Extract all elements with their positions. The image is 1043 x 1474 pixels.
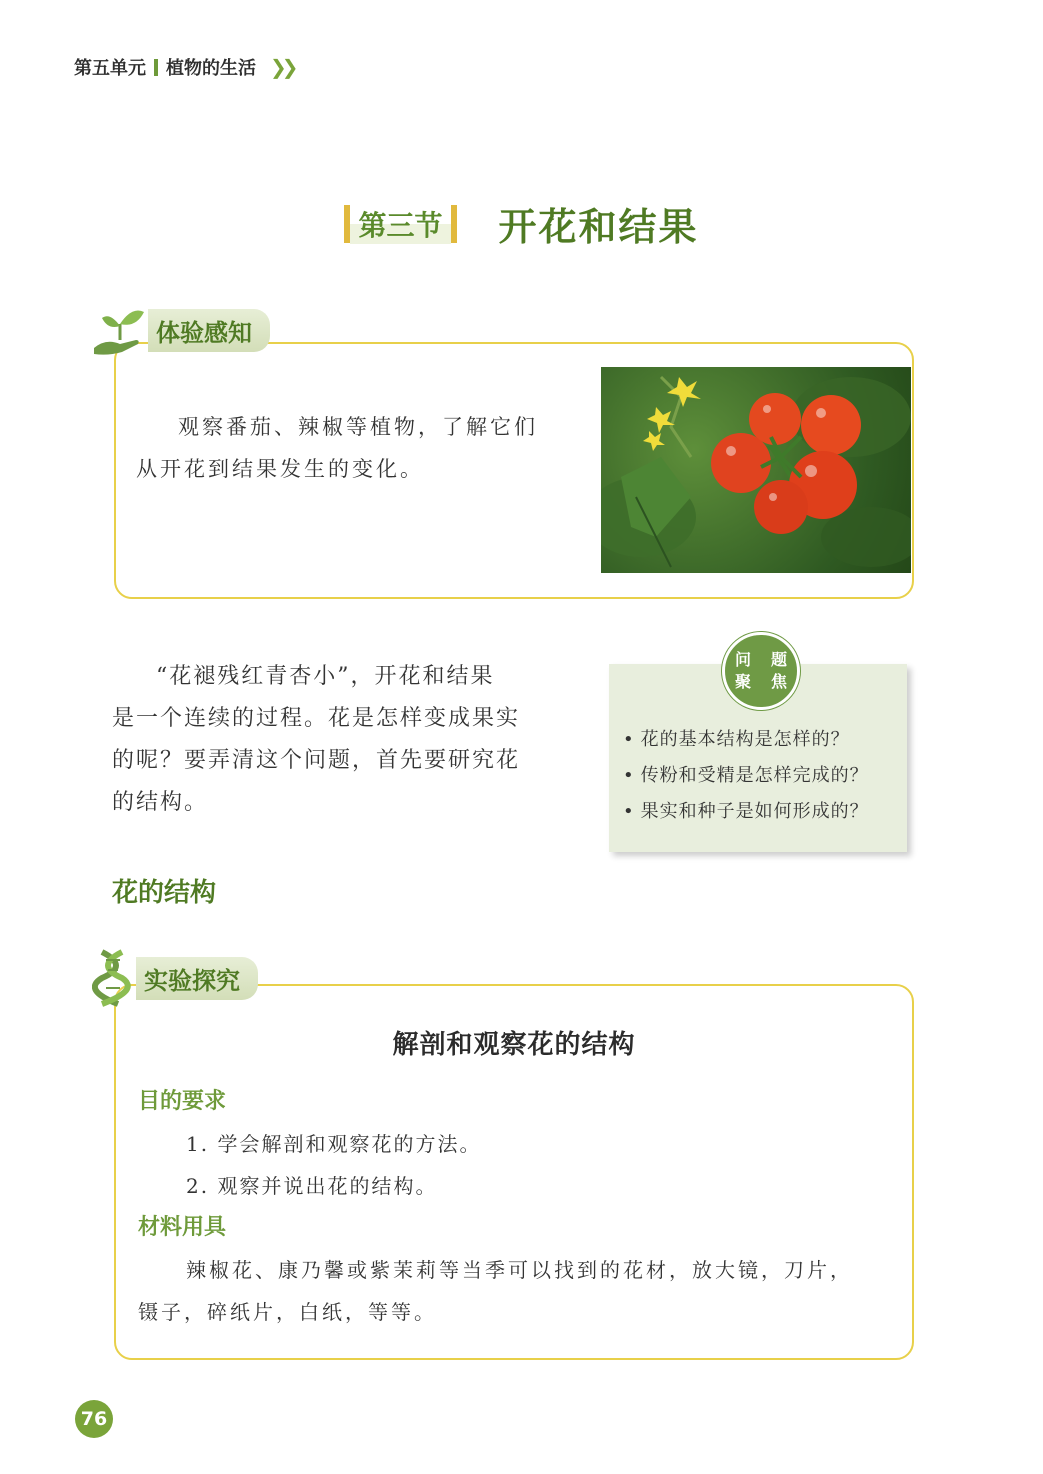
experiment-title: 解剖和观察花的结构 [392, 1030, 636, 1060]
materials-line: 辣椒花、康乃馨或紫茉莉等当季可以找到的花材，放大镜，刀片， [186, 1258, 853, 1282]
intro-line: “花褪残红青杏小”，开花和结果 [156, 664, 495, 689]
purpose-item: 1. 学会解剖和观察花的方法。 [186, 1132, 482, 1156]
chevron-right-icon: ❯❯ [270, 55, 294, 79]
badge-char: 聚 [734, 672, 751, 691]
question-item: • 传粉和受精是怎样完成的？ [623, 758, 869, 794]
badge-char: 问 [734, 650, 751, 669]
unit-label: 第五单元 [74, 58, 146, 79]
purpose-heading: 目的要求 [138, 1089, 227, 1114]
unit-title: 植物的生活 [166, 58, 256, 79]
section-badge [344, 204, 456, 244]
question-item: • 果实和种子是如何形成的？ [623, 794, 869, 830]
badge-char: 焦 [770, 672, 787, 691]
page-number: 76 [75, 1400, 113, 1438]
experiment-tab-label: 实验探究 [136, 957, 258, 1000]
question-list [623, 722, 869, 830]
intro-line: 是一个连续的过程。花是怎样变成果实 [112, 706, 521, 731]
tomato-photo [601, 367, 911, 573]
subheading: 花的结构 [112, 878, 217, 908]
question-item: • 花的基本结构是怎样的？ [623, 722, 869, 758]
experience-text-line: 观察番茄、辣椒等植物，了解它们 [178, 415, 538, 439]
experience-tab-label: 体验感知 [148, 309, 270, 352]
question-focus-badge [722, 632, 800, 710]
section-title [0, 196, 1043, 251]
section-name: 开花和结果 [498, 205, 699, 249]
purpose-item: 2. 观察并说出花的结构。 [186, 1174, 438, 1198]
experiment-tab [92, 948, 258, 1008]
header-divider [154, 59, 158, 76]
materials-heading: 材料用具 [138, 1215, 227, 1240]
sprout-hand-icon [92, 304, 148, 356]
experience-text-line: 从开花到结果发生的变化。 [136, 457, 424, 481]
section-label: 第三节 [350, 204, 450, 244]
materials-line: 镊子，碎纸片，白纸，等等。 [138, 1300, 437, 1324]
intro-line: 的结构。 [112, 790, 209, 815]
experience-text [136, 406, 576, 490]
badge-char: 题 [770, 650, 787, 669]
intro-paragraph [112, 656, 542, 824]
intro-line: 的呢？要弄清这个问题，首先要研究花 [112, 748, 521, 773]
running-header [74, 54, 294, 80]
experience-tab [92, 304, 270, 356]
dna-icon [92, 948, 136, 1008]
